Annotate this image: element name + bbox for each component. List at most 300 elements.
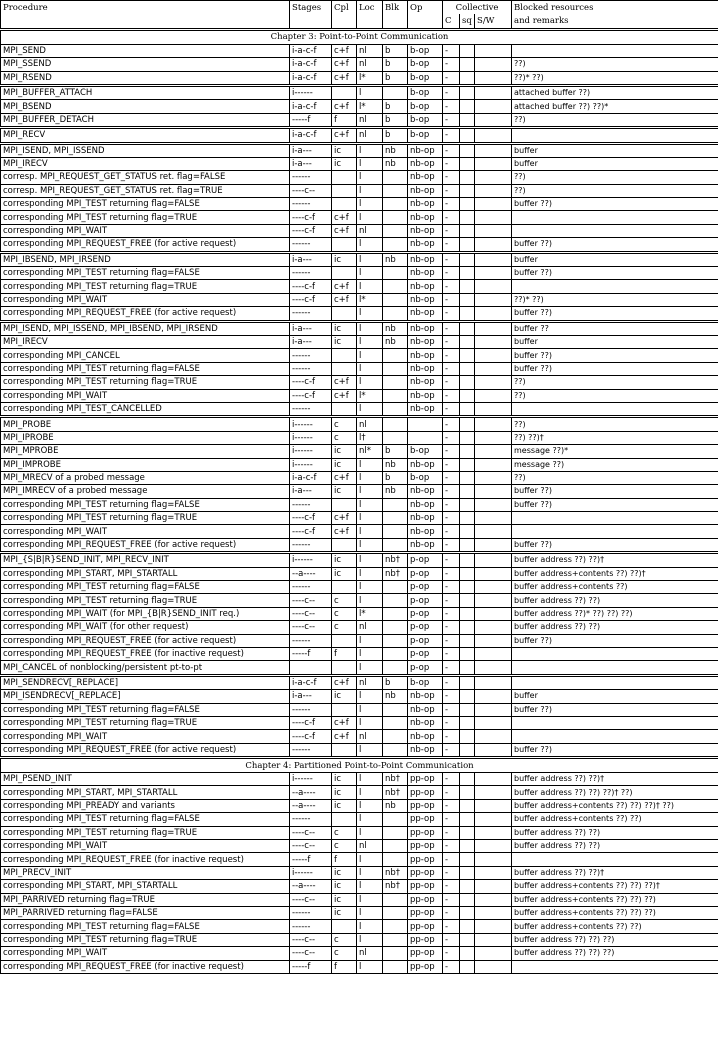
remarks-cell: buffer address ??) ??) xyxy=(512,840,718,853)
header-cpl: Cpl xyxy=(332,1,357,30)
collective-sw-cell xyxy=(475,813,512,826)
loc-cell: l xyxy=(357,594,383,607)
table-row xyxy=(1,280,718,293)
table-row xyxy=(1,485,718,498)
op-cell: nb-op xyxy=(408,157,443,170)
procedure-cell: MPI_CANCEL of nonblocking/persistent pt-to-pt xyxy=(1,661,290,675)
loc-cell: l xyxy=(357,893,383,906)
collective-sw-cell xyxy=(475,703,512,716)
loc-cell: l xyxy=(357,143,383,157)
cpl-cell: c+f xyxy=(332,675,357,689)
blk-cell xyxy=(383,171,408,184)
table-row xyxy=(1,690,718,703)
remarks-cell: buffer address ??) ??) ??) xyxy=(512,933,718,946)
procedure-cell: corresponding MPI_WAIT xyxy=(1,840,290,853)
table-row xyxy=(1,267,718,280)
stages-cell: i------ xyxy=(290,85,332,99)
header-stages: Stages xyxy=(290,1,332,30)
collective-c-cell: - xyxy=(443,252,460,266)
table-row xyxy=(1,58,718,71)
table-row xyxy=(1,933,718,946)
collective-sq-cell xyxy=(460,498,475,511)
blk-cell xyxy=(383,933,408,946)
op-cell: pp-op xyxy=(408,866,443,879)
procedure-cell: MPI_IMRECV of a probed message xyxy=(1,485,290,498)
remarks-cell: ??) xyxy=(512,471,718,484)
cpl-cell: c+f xyxy=(332,211,357,224)
op-cell: b-op xyxy=(408,471,443,484)
cpl-cell: c+f xyxy=(332,128,357,143)
loc-cell: l xyxy=(357,826,383,839)
procedure-cell: MPI_RSEND xyxy=(1,71,290,85)
op-cell: pp-op xyxy=(408,799,443,812)
collective-sw-cell xyxy=(475,675,512,689)
loc-cell: l xyxy=(357,512,383,525)
blk-cell xyxy=(383,960,408,973)
cpl-cell xyxy=(332,920,357,933)
stages-cell: ----c-f xyxy=(290,389,332,402)
loc-cell: l xyxy=(357,458,383,471)
blk-cell xyxy=(383,512,408,525)
stages-cell: i------ xyxy=(290,417,332,431)
op-cell: pp-op xyxy=(408,773,443,786)
collective-sq-cell xyxy=(460,661,475,675)
op-cell: p-op xyxy=(408,621,443,634)
stages-cell: ----c-f xyxy=(290,211,332,224)
collective-c-cell: - xyxy=(443,933,460,946)
cpl-cell: c+f xyxy=(332,280,357,293)
table-row xyxy=(1,252,718,266)
procedure-cell: MPI_PSEND_INIT xyxy=(1,773,290,786)
collective-sw-cell xyxy=(475,157,512,170)
collective-c-cell: - xyxy=(443,431,460,444)
op-cell: b-op xyxy=(408,100,443,113)
collective-sw-cell xyxy=(475,44,512,57)
collective-c-cell: - xyxy=(443,498,460,511)
cpl-cell: f xyxy=(332,853,357,866)
cpl-cell: ic xyxy=(332,567,357,580)
stages-cell: ------ xyxy=(290,813,332,826)
procedure-cell: corresponding MPI_START, MPI_STARTALL xyxy=(1,567,290,580)
chapter-heading-row xyxy=(1,758,718,773)
collective-sq-cell xyxy=(460,607,475,620)
blk-cell xyxy=(383,389,408,402)
table-row xyxy=(1,198,718,211)
stages-cell: i-a-c-f xyxy=(290,128,332,143)
stages-cell: i-a-c-f xyxy=(290,44,332,57)
procedure-cell: corresponding MPI_START, MPI_STARTALL xyxy=(1,880,290,893)
collective-sq-cell xyxy=(460,113,475,127)
loc-cell: nl xyxy=(357,128,383,143)
collective-sw-cell xyxy=(475,799,512,812)
remarks-cell xyxy=(512,661,718,675)
cpl-cell: c+f xyxy=(332,293,357,306)
stages-cell: i------ xyxy=(290,553,332,567)
loc-cell: nl xyxy=(357,675,383,689)
stages-cell: ----c-- xyxy=(290,184,332,197)
collective-sw-cell xyxy=(475,621,512,634)
stages-cell: ----c-- xyxy=(290,933,332,946)
remarks-cell: ??) xyxy=(512,184,718,197)
cpl-cell: ic xyxy=(332,690,357,703)
stages-cell: ------ xyxy=(290,907,332,920)
collective-sw-cell xyxy=(475,349,512,362)
stages-cell: ----c-- xyxy=(290,840,332,853)
collective-c-cell: - xyxy=(443,349,460,362)
op-cell xyxy=(408,431,443,444)
remarks-cell: buffer ??) xyxy=(512,634,718,647)
loc-cell: l xyxy=(357,498,383,511)
blk-cell: nb xyxy=(383,157,408,170)
procedure-cell: corresp. MPI_REQUEST_GET_STATUS ret. flag=TRUE xyxy=(1,184,290,197)
remarks-cell: buffer address+contents ??) ??) ??)† ??) xyxy=(512,799,718,812)
procedure-cell: corresponding MPI_TEST returning flag=FALSE xyxy=(1,920,290,933)
remarks-cell: message ??)* xyxy=(512,445,718,458)
remarks-cell: buffer ??) xyxy=(512,743,718,757)
collective-sw-cell xyxy=(475,431,512,444)
cpl-cell: ic xyxy=(332,786,357,799)
procedure-cell: corresponding MPI_TEST returning flag=FALSE xyxy=(1,813,290,826)
remarks-cell xyxy=(512,675,718,689)
cpl-cell: c xyxy=(332,607,357,620)
collective-sw-cell xyxy=(475,198,512,211)
blk-cell xyxy=(383,538,408,552)
op-cell: nb-op xyxy=(408,280,443,293)
collective-sq-cell xyxy=(460,349,475,362)
procedure-cell: corresponding MPI_TEST returning flag=TRUE xyxy=(1,716,290,729)
table-row xyxy=(1,880,718,893)
loc-cell: l xyxy=(357,634,383,647)
collective-sw-cell xyxy=(475,362,512,375)
loc-cell: l xyxy=(357,813,383,826)
remarks-cell: buffer address ??) ??) xyxy=(512,594,718,607)
procedure-cell: corresponding MPI_TEST returning flag=TRUE xyxy=(1,826,290,839)
cpl-cell: c xyxy=(332,947,357,960)
procedure-cell: MPI_BUFFER_ATTACH xyxy=(1,85,290,99)
collective-c-cell: - xyxy=(443,71,460,85)
collective-c-cell: - xyxy=(443,293,460,306)
collective-c-cell: - xyxy=(443,880,460,893)
collective-c-cell: - xyxy=(443,143,460,157)
cpl-cell: ic xyxy=(332,866,357,879)
remarks-cell: buffer ??) xyxy=(512,267,718,280)
remarks-cell xyxy=(512,402,718,416)
cpl-cell: ic xyxy=(332,445,357,458)
collective-sq-cell xyxy=(460,85,475,99)
remarks-cell: buffer address ??) ??)† xyxy=(512,553,718,567)
remarks-cell: buffer ??) xyxy=(512,485,718,498)
collective-c-cell: - xyxy=(443,960,460,973)
collective-c-cell: - xyxy=(443,661,460,675)
remarks-cell xyxy=(512,853,718,866)
cpl-cell: ic xyxy=(332,773,357,786)
op-cell: b-op xyxy=(408,445,443,458)
collective-c-cell: - xyxy=(443,321,460,335)
collective-c-cell: - xyxy=(443,445,460,458)
collective-c-cell: - xyxy=(443,743,460,757)
collective-sq-cell xyxy=(460,321,475,335)
blk-cell xyxy=(383,267,408,280)
op-cell: pp-op xyxy=(408,880,443,893)
collective-sq-cell xyxy=(460,716,475,729)
remarks-cell: buffer ??) xyxy=(512,238,718,252)
loc-cell: l xyxy=(357,376,383,389)
stages-cell: ----c-f xyxy=(290,512,332,525)
table-row xyxy=(1,538,718,552)
loc-cell: l xyxy=(357,252,383,266)
stages-cell: -----f xyxy=(290,647,332,660)
collective-sw-cell xyxy=(475,826,512,839)
collective-c-cell: - xyxy=(443,621,460,634)
op-cell: p-op xyxy=(408,661,443,675)
procedure-cell: MPI_PRECV_INIT xyxy=(1,866,290,879)
cpl-cell xyxy=(332,362,357,375)
table-row xyxy=(1,171,718,184)
collective-c-cell: - xyxy=(443,567,460,580)
cpl-cell xyxy=(332,349,357,362)
procedure-cell: MPI_IMPROBE xyxy=(1,458,290,471)
blk-cell xyxy=(383,184,408,197)
collective-sw-cell xyxy=(475,647,512,660)
remarks-cell: buffer xyxy=(512,335,718,348)
remarks-cell: buffer address ??) ??) ??) xyxy=(512,947,718,960)
collective-sq-cell xyxy=(460,198,475,211)
collective-sw-cell xyxy=(475,661,512,675)
cpl-cell: ic xyxy=(332,485,357,498)
collective-c-cell: - xyxy=(443,485,460,498)
loc-cell: l xyxy=(357,933,383,946)
procedure-cell: corresponding MPI_TEST returning flag=TRUE xyxy=(1,594,290,607)
collective-sw-cell xyxy=(475,853,512,866)
procedure-cell: corresponding MPI_TEST returning flag=TRUE xyxy=(1,376,290,389)
collective-sq-cell xyxy=(460,238,475,252)
collective-sq-cell xyxy=(460,933,475,946)
blk-cell: nb xyxy=(383,335,408,348)
header-collective-sq: sq xyxy=(460,14,475,29)
collective-sw-cell xyxy=(475,293,512,306)
collective-sq-cell xyxy=(460,307,475,321)
collective-sw-cell xyxy=(475,321,512,335)
loc-cell: l* xyxy=(357,100,383,113)
stages-cell: i-a--- xyxy=(290,690,332,703)
cpl-cell: ic xyxy=(332,252,357,266)
collective-sw-cell xyxy=(475,594,512,607)
blk-cell xyxy=(383,813,408,826)
blk-cell xyxy=(383,307,408,321)
cpl-cell: c xyxy=(332,933,357,946)
blk-cell: nb xyxy=(383,690,408,703)
remarks-cell xyxy=(512,512,718,525)
collective-sq-cell xyxy=(460,71,475,85)
remarks-cell: ??) xyxy=(512,171,718,184)
stages-cell: ----c-f xyxy=(290,525,332,538)
collective-sq-cell xyxy=(460,100,475,113)
loc-cell: l xyxy=(357,690,383,703)
op-cell: nb-op xyxy=(408,321,443,335)
procedure-cell: MPI_PARRIVED returning flag=FALSE xyxy=(1,907,290,920)
op-cell: nb-op xyxy=(408,293,443,306)
cpl-cell: ic xyxy=(332,880,357,893)
procedure-cell: corresponding MPI_WAIT xyxy=(1,730,290,743)
op-cell: nb-op xyxy=(408,335,443,348)
blk-cell xyxy=(383,840,408,853)
collective-sq-cell xyxy=(460,853,475,866)
collective-c-cell: - xyxy=(443,389,460,402)
blk-cell xyxy=(383,730,408,743)
loc-cell: nl xyxy=(357,621,383,634)
blk-cell: nb xyxy=(383,143,408,157)
stages-cell: ------ xyxy=(290,498,332,511)
remarks-cell: ??) xyxy=(512,389,718,402)
collective-c-cell: - xyxy=(443,471,460,484)
stages-cell: ----c-- xyxy=(290,607,332,620)
blk-cell: nb xyxy=(383,458,408,471)
table-row xyxy=(1,417,718,431)
collective-c-cell: - xyxy=(443,307,460,321)
cpl-cell: ic xyxy=(332,143,357,157)
table-row xyxy=(1,553,718,567)
collective-c-cell: - xyxy=(443,362,460,375)
table-row xyxy=(1,458,718,471)
blk-cell: nb† xyxy=(383,866,408,879)
loc-cell: l xyxy=(357,880,383,893)
loc-cell: l xyxy=(357,171,383,184)
collective-sw-cell xyxy=(475,458,512,471)
table-row xyxy=(1,773,718,786)
blk-cell xyxy=(383,907,408,920)
collective-sq-cell xyxy=(460,485,475,498)
header-loc: Loc xyxy=(357,1,383,30)
collective-sw-cell xyxy=(475,893,512,906)
stages-cell: ----c-- xyxy=(290,826,332,839)
table-row xyxy=(1,431,718,444)
loc-cell: l xyxy=(357,157,383,170)
collective-sw-cell xyxy=(475,238,512,252)
blk-cell xyxy=(383,362,408,375)
loc-cell: nl* xyxy=(357,445,383,458)
collective-c-cell: - xyxy=(443,238,460,252)
stages-cell: ------ xyxy=(290,920,332,933)
remarks-cell: buffer ??) xyxy=(512,198,718,211)
table-header xyxy=(1,1,718,30)
op-cell: nb-op xyxy=(408,224,443,237)
table-row xyxy=(1,853,718,866)
collective-sw-cell xyxy=(475,773,512,786)
procedure-cell: MPI_IBSEND, MPI_IRSEND xyxy=(1,252,290,266)
collective-sq-cell xyxy=(460,267,475,280)
remarks-cell xyxy=(512,730,718,743)
cpl-cell: c+f xyxy=(332,376,357,389)
procedure-cell: MPI_BSEND xyxy=(1,100,290,113)
blk-cell: b xyxy=(383,71,408,85)
blk-cell xyxy=(383,376,408,389)
cpl-cell: ic xyxy=(332,799,357,812)
loc-cell: l xyxy=(357,786,383,799)
op-cell: b-op xyxy=(408,85,443,99)
procedure-cell: corresponding MPI_WAIT xyxy=(1,389,290,402)
loc-cell: l xyxy=(357,198,383,211)
collective-sw-cell xyxy=(475,376,512,389)
cpl-cell: c+f xyxy=(332,389,357,402)
collective-c-cell: - xyxy=(443,594,460,607)
table-row xyxy=(1,224,718,237)
table-row xyxy=(1,44,718,57)
collective-sq-cell xyxy=(460,252,475,266)
remarks-cell xyxy=(512,224,718,237)
op-cell: b-op xyxy=(408,44,443,57)
loc-cell: l xyxy=(357,238,383,252)
cpl-cell: c xyxy=(332,621,357,634)
table-row xyxy=(1,716,718,729)
procedure-cell: MPI_RECV xyxy=(1,128,290,143)
op-cell xyxy=(408,417,443,431)
stages-cell: i-a-c-f xyxy=(290,58,332,71)
cpl-cell: c+f xyxy=(332,730,357,743)
stages-cell: --a---- xyxy=(290,786,332,799)
collective-sw-cell xyxy=(475,485,512,498)
procedure-cell: corresponding MPI_TEST returning flag=TRUE xyxy=(1,933,290,946)
blk-cell xyxy=(383,594,408,607)
collective-c-cell: - xyxy=(443,893,460,906)
stages-cell: i------ xyxy=(290,866,332,879)
table-row xyxy=(1,157,718,170)
blk-cell xyxy=(383,826,408,839)
procedure-cell: MPI_BUFFER_DETACH xyxy=(1,113,290,127)
collective-sq-cell xyxy=(460,58,475,71)
op-cell: p-op xyxy=(408,607,443,620)
remarks-cell: buffer ??) xyxy=(512,349,718,362)
cpl-cell xyxy=(332,498,357,511)
op-cell: nb-op xyxy=(408,143,443,157)
loc-cell: nl xyxy=(357,58,383,71)
cpl-cell: c+f xyxy=(332,58,357,71)
stages-cell: i-a-c-f xyxy=(290,100,332,113)
stages-cell: -----f xyxy=(290,113,332,127)
loc-cell: l xyxy=(357,267,383,280)
collective-sw-cell xyxy=(475,335,512,348)
stages-cell: --a---- xyxy=(290,567,332,580)
remarks-cell xyxy=(512,960,718,973)
stages-cell: ------ xyxy=(290,349,332,362)
table-row xyxy=(1,621,718,634)
collective-sw-cell xyxy=(475,100,512,113)
collective-sw-cell xyxy=(475,730,512,743)
collective-sw-cell xyxy=(475,880,512,893)
collective-sq-cell xyxy=(460,376,475,389)
table-row xyxy=(1,813,718,826)
header-collective-c: C xyxy=(443,14,460,29)
table-row xyxy=(1,703,718,716)
loc-cell: l xyxy=(357,485,383,498)
loc-cell: l xyxy=(357,402,383,416)
op-cell: pp-op xyxy=(408,853,443,866)
collective-sq-cell xyxy=(460,538,475,552)
op-cell: nb-op xyxy=(408,389,443,402)
procedure-cell: corresponding MPI_WAIT (for MPI_{B|R}SEND_INIT req.) xyxy=(1,607,290,620)
table-row xyxy=(1,730,718,743)
loc-cell: nl xyxy=(357,224,383,237)
blk-cell xyxy=(383,402,408,416)
collective-sw-cell xyxy=(475,947,512,960)
table-row xyxy=(1,376,718,389)
op-cell: nb-op xyxy=(408,498,443,511)
blk-cell xyxy=(383,947,408,960)
cpl-cell xyxy=(332,198,357,211)
header-blk: Blk xyxy=(383,1,408,30)
collective-sw-cell xyxy=(475,307,512,321)
stages-cell xyxy=(290,661,332,675)
procedure-cell: corresponding MPI_REQUEST_FREE (for inactive request) xyxy=(1,960,290,973)
